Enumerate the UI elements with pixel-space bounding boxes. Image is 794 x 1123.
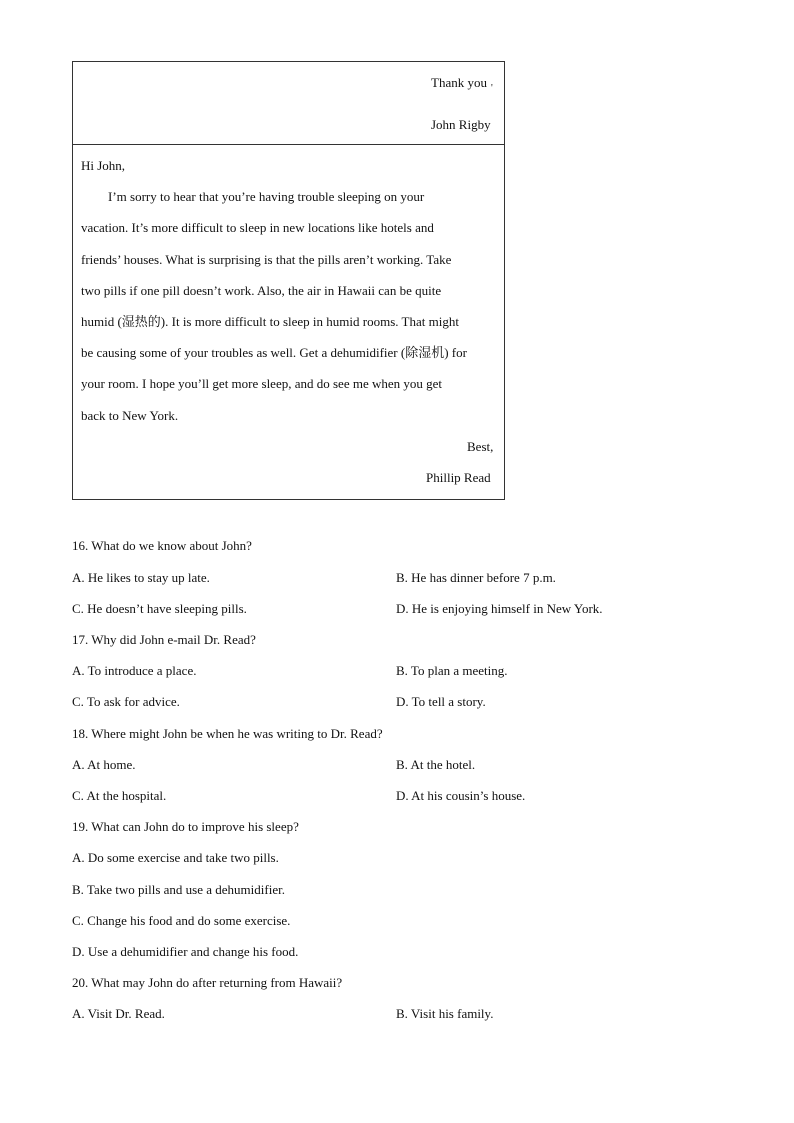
question-17-stem: 17. Why did John e-mail Dr. Read? [72, 632, 256, 647]
question-17-option-b: B. To plan a meeting. [396, 663, 508, 678]
question-20-option-a: A. Visit Dr. Read. [72, 1006, 165, 1021]
reply-signature-phillip: Phillip Read [426, 470, 491, 485]
question-19-option-d: D. Use a dehumidifier and change his food. [72, 944, 299, 959]
question-18-option-d: D. At his cousin’s house. [396, 788, 526, 803]
reply-body-line: be causing some of your troubles as well. Get a dehumidifier (除湿机) for [81, 345, 467, 360]
question-19-stem: 19. What can John do to improve his sleep? [72, 819, 299, 834]
question-19-option-c: C. Change his food and do some exercise. [72, 913, 291, 928]
question-16-option-c: C. He doesn’t have sleeping pills. [72, 601, 247, 616]
reply-closing-best: Best, [467, 439, 494, 454]
stray-mark: ' [491, 83, 493, 94]
question-18-option-b: B. At the hotel. [396, 757, 476, 772]
reply-body-line: two pills if one pill doesn’t work. Also, the air in Hawaii can be quite [81, 283, 442, 298]
reply-greeting: Hi John, [81, 158, 126, 173]
reply-body-line: I’m sorry to hear that you’re having trouble sleeping on your [108, 189, 425, 204]
question-16-option-a: A. He likes to stay up late. [72, 570, 210, 585]
question-17-option-a: A. To introduce a place. [72, 663, 197, 678]
question-17-option-c: C. To ask for advice. [72, 694, 180, 709]
letter-signature-john: John Rigby [431, 117, 491, 132]
question-17-option-d: D. To tell a story. [396, 694, 486, 709]
reply-body-line: back to New York. [81, 408, 179, 423]
question-19-option-b: B. Take two pills and use a dehumidifier. [72, 882, 285, 897]
question-16-stem: 16. What do we know about John? [72, 538, 252, 553]
question-18-option-a: A. At home. [72, 757, 136, 772]
question-18-stem: 18. Where might John be when he was writing to Dr. Read? [72, 726, 383, 741]
reply-body-line: humid (湿热的). It is more difficult to sleep in humid rooms. That might [81, 314, 459, 329]
question-20-stem: 20. What may John do after returning from Hawaii? [72, 975, 343, 990]
question-16-option-b: B. He has dinner before 7 p.m. [396, 570, 556, 585]
reply-body-line: vacation. It’s more difficult to sleep in new locations like hotels and [81, 220, 434, 235]
question-19-option-a: A. Do some exercise and take two pills. [72, 850, 279, 865]
reply-body-line: your room. I hope you’ll get more sleep, and do see me when you get [81, 376, 443, 391]
question-18-option-c: C. At the hospital. [72, 788, 167, 803]
reply-body-line: friends’ houses. What is surprising is that the pills aren’t working. Take [81, 252, 452, 267]
question-16-option-d: D. He is enjoying himself in New York. [396, 601, 603, 616]
letter-closing-thanks: Thank you [431, 75, 487, 90]
question-20-option-b: B. Visit his family. [396, 1006, 494, 1021]
